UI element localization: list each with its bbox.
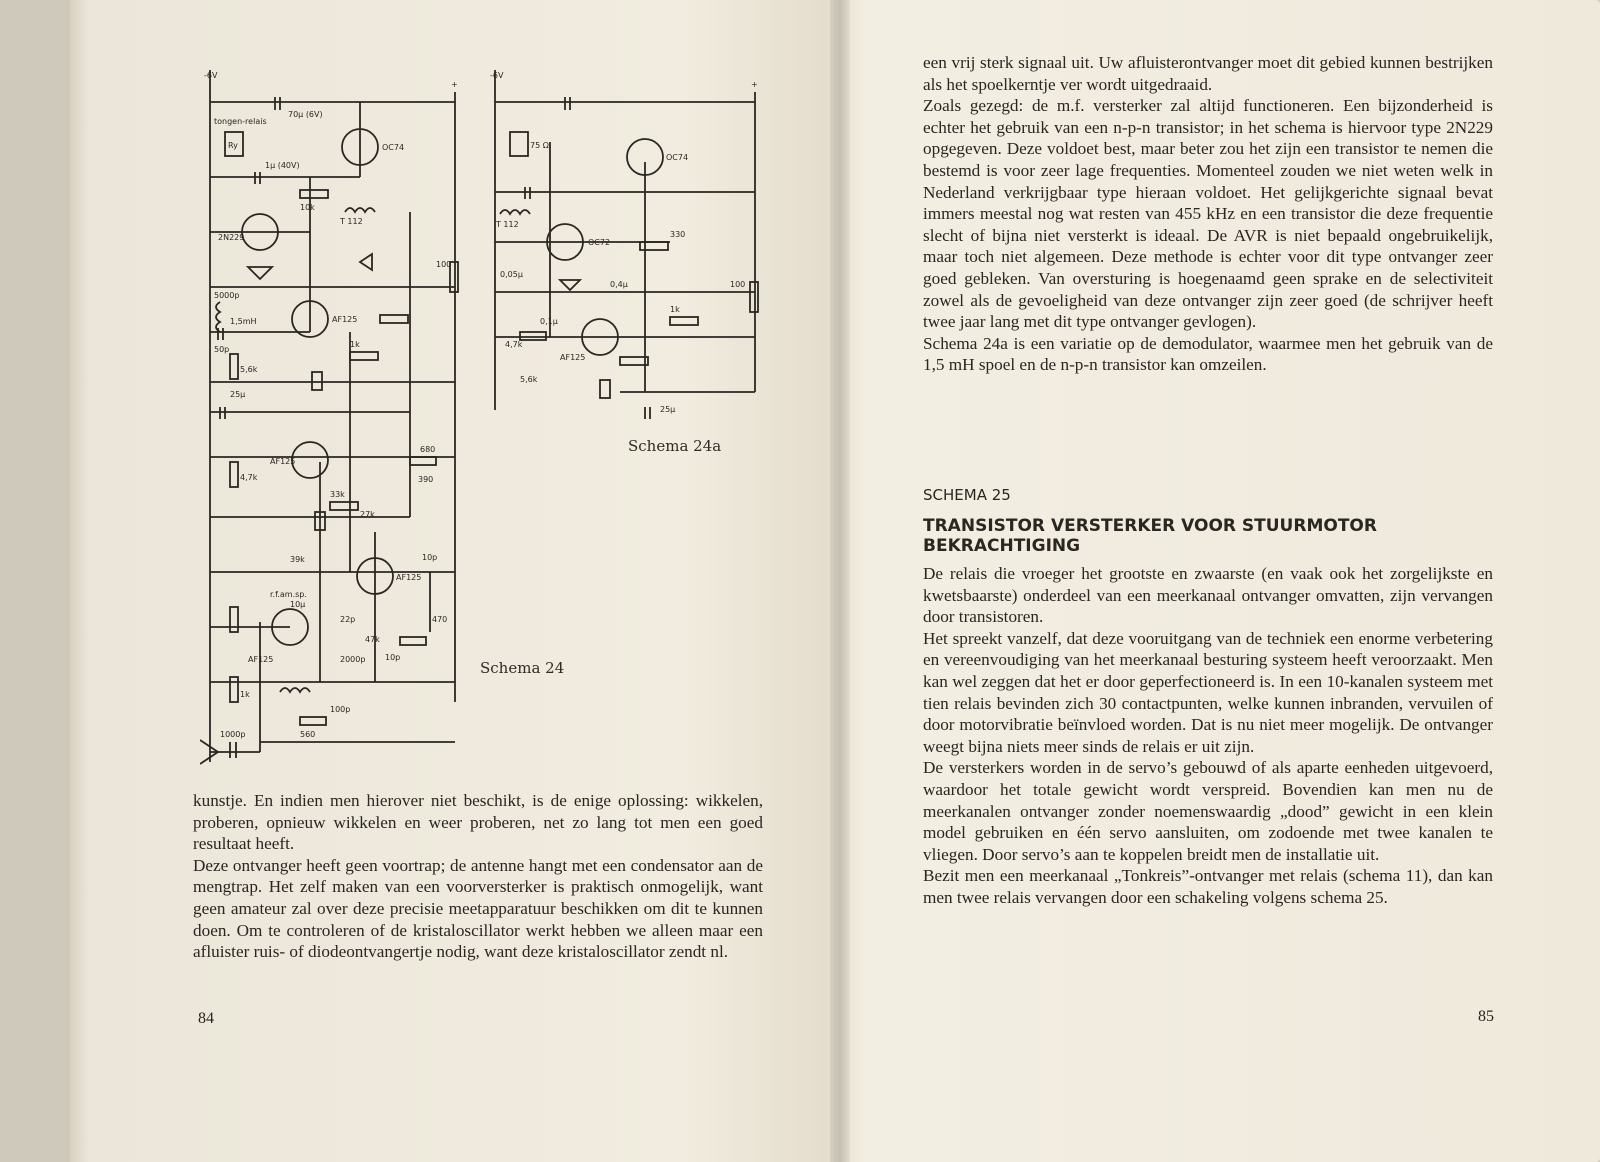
- left-paragraph-2: Deze ontvanger heeft geen voortrap; de antenne hangt met een condensator aan de mengtrap. Het zelf maken van een voorversterker is praktisch onmogelijk, want geen amateur zal over deze precisie meetapparatuur beschikken om dit te kunnen doen. Om te controleren of de kristaloscillator werkt hebben we alleen maar een afluister ruis- of diodeontvangertje nodig, want deze kristaloscillator zendt nl.: [193, 855, 763, 962]
- left-body-text: [193, 790, 763, 963]
- label-c25u-1: 25μ: [230, 390, 246, 399]
- label-r680: 680: [420, 445, 436, 454]
- right-paragraph-3: Schema 24a is een variatie op de demodulator, waarmee men het gebruik van de 1,5 mH spoel en de n-p-n transistor kan omzeilen.: [923, 333, 1493, 375]
- label-af125-2: AF125: [270, 457, 296, 466]
- label-c2000p: 2000p: [340, 655, 366, 664]
- label-c25u-2: 25μ: [660, 405, 676, 414]
- right-paragraph-6: De versterkers worden in de servo’s gebouwd of als aparte eenheden uitgevoerd, waardoor het totale gewicht wordt verspreid. Bovendien kan men nu de meerkanalen ontvanger zonder noemenswaardig „dood” gewicht in een klein model gebruiken en één servo aansluiten, om zodoende met twee kanalen te vliegen. Door servo’s aan te koppelen breidt men de installatie uit.: [923, 758, 1493, 864]
- label-r470: 470: [432, 615, 448, 624]
- label-r1k-1: 1k: [350, 340, 360, 349]
- label-l15mh: 1,5mH: [230, 317, 257, 326]
- label-supply-right: -6V: [490, 71, 504, 80]
- label-c50p: 50p: [214, 345, 230, 354]
- label-c100p: 100p: [330, 705, 351, 714]
- label-oc74-right: OC74: [666, 153, 689, 162]
- right-page: [850, 0, 1600, 1162]
- label-c10p-1: 10p: [422, 553, 438, 562]
- label-r390: 390: [418, 475, 434, 484]
- right-paragraph-1: een vrij sterk signaal uit. Uw afluisterontvanger moet dit gebied kunnen bestrijken als het spoelkerntje ver wordt uitgedraaid.: [923, 53, 1493, 94]
- label-c10p-2: 10p: [385, 653, 401, 662]
- right-paragraph-5: Het spreekt vanzelf, dat deze vooruitgang van de techniek een enorme verbetering en vereenvoudiging van het meerkanaal besturing systeem heeft veroorzaakt. Men kan wel zeggen dat het er door geperfectioneerd is. In een 10-kanalen systeem met tien relais bevinden zich 30 contactpunten, welke kunnen inbranden, vervuilen of door motorvibratie beïnvloed worden. Dat is nu niet meer mogelijk. De ontvanger weegt bijna niets meer sinds de relais er uit zijn.: [923, 628, 1493, 756]
- label-r47k-24a: 4,7k: [505, 340, 523, 349]
- label-af125-3: AF125: [396, 573, 422, 582]
- section-title: TRANSISTOR VERSTERKER VOOR STUURMOTOR BEKRACHTIGING: [923, 516, 1377, 556]
- label-c5000p: 5000p: [214, 291, 240, 300]
- label-c04u: 0,4μ: [610, 280, 628, 289]
- label-supply-left: -6V: [204, 71, 218, 80]
- label-r100-right: 100: [730, 280, 746, 289]
- right-body-text-top: [923, 52, 1493, 376]
- label-r330: 330: [670, 230, 686, 239]
- label-r10k: 10k: [300, 203, 315, 212]
- label-r100-left: 100: [436, 260, 452, 269]
- label-relay-text: tongen-relais: [214, 117, 267, 126]
- label-r33k: 33k: [330, 490, 345, 499]
- label-r27k: 27k: [360, 510, 375, 519]
- book-gutter: [830, 0, 850, 1162]
- caption-schema-24: Schema 24: [480, 659, 565, 677]
- section-label: SCHEMA 25: [923, 486, 1011, 504]
- left-page: [88, 0, 830, 1162]
- label-relay: Ry: [228, 141, 238, 150]
- label-c05u: 0,05μ: [500, 270, 523, 279]
- right-body-text-bottom: [923, 563, 1493, 909]
- label-oc74-left: OC74: [382, 143, 405, 152]
- right-paragraph-7: Bezit men een meerkanaal „Tonkreis”-ontvanger met relais (schema 11), dan kan men twee relais vervangen door een schakeling volgens schema 25.: [923, 866, 1493, 907]
- label-plus-right: +: [751, 80, 758, 89]
- label-relay-right: 75 Ω: [530, 141, 549, 150]
- label-r560: 560: [300, 730, 316, 739]
- label-c01u: 0,1μ: [540, 317, 558, 326]
- label-xtal: r.f.am.sp.: [270, 590, 307, 599]
- label-plus-left: +: [451, 80, 458, 89]
- right-paragraph-2: Zoals gezegd: de m.f. versterker zal altijd functioneren. Een bijzonderheid is echter het gebruik van een n-p-n transistor; in het schema is hiervoor type 2N229 opgegeven. Deze voldoet best, maar beter zou het zijn een transistor te nemen die bestemd is voor zeer lage frequenties. Momenteel zouden we niet weten welk in Nederland verkrijgbaar type hieraan voldoet. Het gelijkgerichte signaal bevat immers meestal nog wat resten van 455 kHz en een transistor die deze frequentie slecht of bijna niet versterkt is ideaal. De AVR is niet bepaald ongebruikelijk, maar toch niet algemeen. Deze methode is echter voor dit type ontvanger zeer goed gebleken. Van oversturing is hoegenaamd geen sprake en de selectiviteit zowel als de gevoeligheid van deze ontvanger zijn zeer goed (de schrijver heeft twee jaar lang met dit type ontvanger gevlogen).: [923, 96, 1493, 332]
- page-number-right: 85: [1478, 1008, 1494, 1025]
- label-c1000p: 1000p: [220, 730, 246, 739]
- label-r1k-24a: 1k: [670, 305, 680, 314]
- label-c1u: 1μ (40V): [265, 161, 300, 170]
- caption-schema-24a: Schema 24a: [628, 437, 722, 455]
- page-edge: [70, 0, 88, 1162]
- label-oc72: OC72: [588, 238, 611, 247]
- label-af125-5: AF125: [560, 353, 586, 362]
- label-c10u: 10μ: [290, 600, 306, 609]
- page-number-left: 84: [198, 1010, 214, 1027]
- right-paragraph-4: De relais die vroeger het grootste en zwaarste (en vaak ook het zorgelijkste en kwetsbaarste) onderdeel van een meerkanaal ontvanger omvatten, zijn vervangen door transistoren.: [923, 564, 1493, 627]
- left-paragraph-1: kunstje. En indien men hierover niet beschikt, is de enige oplossing: wikkelen, proberen, opnieuw wikkelen en weer proberen, net zo lang tot men een goed resultaat heeft.: [193, 791, 763, 854]
- label-r56k: 5,6k: [240, 365, 258, 374]
- label-r39k: 39k: [290, 555, 305, 564]
- label-2n229: 2N229: [218, 233, 245, 242]
- label-c22p: 22p: [340, 615, 356, 624]
- label-r1k-2: 1k: [240, 690, 250, 699]
- label-r47k2: 47k: [365, 635, 380, 644]
- label-af125-1: AF125: [332, 315, 358, 324]
- label-trafo-right: T 112: [496, 220, 519, 229]
- label-c70u: 70μ (6V): [288, 110, 323, 119]
- label-r47k: 4,7k: [240, 473, 258, 482]
- label-r56k-24a: 5,6k: [520, 375, 538, 384]
- label-af125-4: AF125: [248, 655, 274, 664]
- label-trafo-left: T 112: [340, 217, 363, 226]
